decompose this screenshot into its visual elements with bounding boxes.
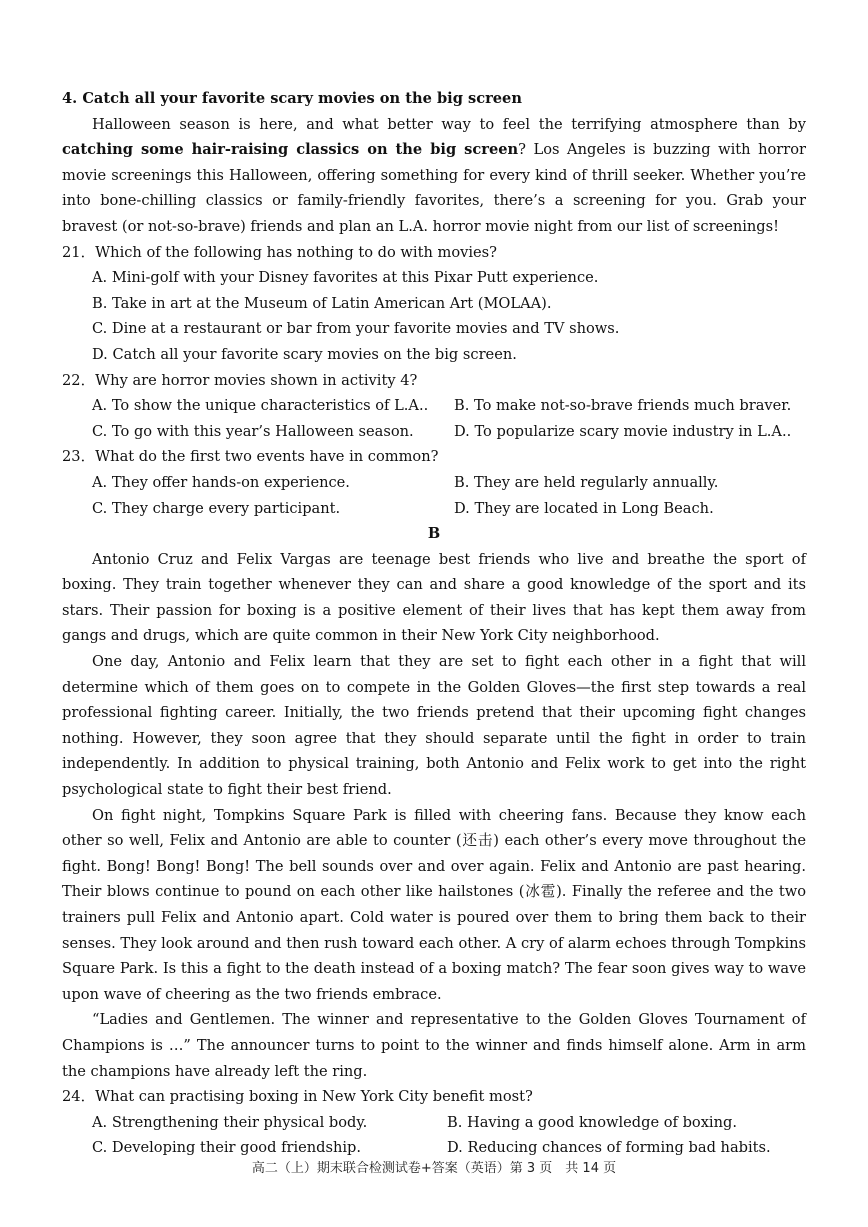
question-stem: 24．What can practising boxing in New York City benefit most? [62, 1088, 533, 1106]
passage-paragraph: “Ladies and Gentlemen. The winner and representative to the Golden Gloves Tournament of Champions is …” The announcer turns to point to the winner and finds himself alone. Arm in arm the champions have already left the ring. [62, 1011, 806, 1080]
option-a: A. To show the unique characteristics of L.A.. [92, 397, 429, 415]
question-stem: 23．What do the first two events have in common? [62, 448, 439, 466]
question-stem: 21．Which of the following has nothing to do with movies? [62, 243, 497, 261]
intro-text-end: ? Los Angeles is buzzing with horror movie screenings this Halloween, offering something for every kind of thrill seeker. Whether you’re into bone-chilling classics or family-friendly favorites, there’s a screening for you. Grab your bravest (or not-so-brave) friends and plan an L.A. horror movie night from our list of screenings! [62, 141, 806, 235]
question-22 [62, 368, 806, 445]
option-a: A. Strengthening their physical body. [92, 1113, 368, 1131]
option-d: D. They are located in Long Beach. [454, 499, 714, 517]
option-b: B. To make not-so-brave friends much braver. [454, 397, 792, 415]
question-23 [62, 444, 806, 521]
option-b: B. They are held regularly annually. [454, 473, 719, 491]
option-c: C. Developing their good friendship. [92, 1139, 362, 1157]
intro-text-start: Halloween season is here, and what better way to feel the terrifying atmosphere than by [92, 115, 806, 133]
option-d: D. Catch all your favorite scary movies on the big screen. [92, 345, 517, 363]
option-d: D. To popularize scary movie industry in L.A.. [454, 422, 792, 440]
passage-paragraph: Antonio Cruz and Felix Vargas are teenage best friends who live and breathe the sport of boxing. They train together whenever they can and share a good knowledge of the sport and its stars. Their passion for boxing is a positive element of their lives that has kept them away from gangs and drugs, which are quite common in their New York City neighborhood. [62, 550, 806, 645]
options-row [62, 393, 806, 419]
page-content [62, 86, 806, 1161]
section-heading: 4. Catch all your favorite scary movies on the big screen [62, 90, 522, 107]
option-c: C. To go with this year’s Halloween season. [92, 422, 414, 440]
question-21 [62, 240, 806, 368]
option-a: A. Mini-golf with your Disney favorites at this Pixar Putt experience. [92, 269, 599, 287]
intro-bold-phrase: catching some hair-raising classics on the big screen [62, 141, 519, 159]
options-row [62, 419, 806, 445]
intro-paragraph [62, 112, 806, 240]
passage-paragraph: One day, Antonio and Felix learn that they are set to fight each other in a fight that will determine which of them goes on to compete in the Golden Gloves—the first step towards a real professional fighting career. Initially, the two friends pretend that their upcoming fight changes nothing. However, they soon agree that they should separate until the fight in order to train independently. In addition to physical training, both Antonio and Felix work to get into the right psychological state to fight their best friend. [62, 653, 806, 799]
options-row [62, 1110, 806, 1136]
options-row [62, 470, 806, 496]
question-24 [62, 1084, 806, 1161]
option-c: C. They charge every participant. [92, 499, 341, 517]
section-b-label: B [427, 525, 441, 543]
option-a: A. They offer hands-on experience. [92, 473, 350, 491]
page-footer: 高二（上）期末联合检测试卷+答案（英语）第 3 页 共 14 页 [251, 1161, 617, 1176]
passage-paragraph: On fight night, Tompkins Square Park is filled with cheering fans. Because they know each other so well, Felix and Antonio are able to counter (还击) each other’s every move throughout the fight. Bong! Bong! Bong! The bell sounds over and over again. Felix and Antonio are past hearing. Their blows continue to pound on each other like hailstones (冰雹). Finally the referee and the two trainers pull Felix and Antonio apart. Cold water is poured over them to bring them back to their senses. They look around and then rush toward each other. A cry of alarm echoes through Tompkins Square Park. Is this a fight to the death instead of a boxing match? The fear soon gives way to wave upon wave of cheering as the two friends embrace. [62, 806, 806, 1003]
question-stem: 22．Why are horror movies shown in activity 4? [62, 371, 418, 389]
option-b: B. Having a good knowledge of boxing. [447, 1113, 737, 1131]
option-b: B. Take in art at the Museum of Latin American Art (MOLAA). [92, 294, 552, 312]
option-d: D. Reducing chances of forming bad habits. [447, 1139, 771, 1157]
option-c: C. Dine at a restaurant or bar from your favorite movies and TV shows. [92, 320, 620, 338]
options-row [62, 496, 806, 522]
